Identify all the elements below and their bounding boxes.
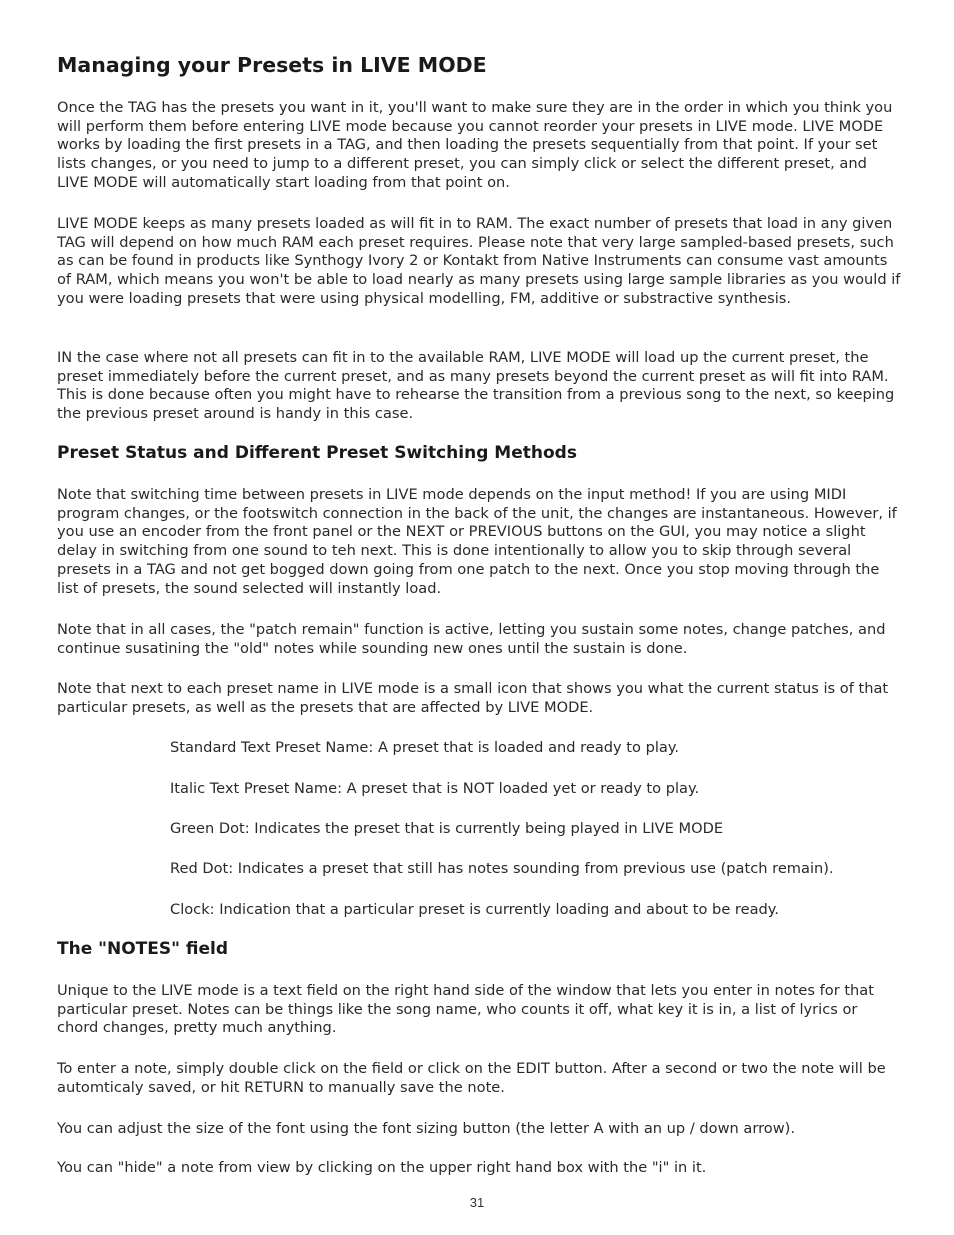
section3-paragraph-1: Unique to the LIVE mode is a text field on the right hand side of the window that lets you enter in notes for that particular preset. Notes can be things like the song name, who counts it off, what key it is in, a list of lyrics or chord changes, pretty much anything.	[57, 982, 874, 1037]
page-number: 31	[469, 1195, 485, 1210]
status-item-italic-text: Italic Text Preset Name: A preset that is NOT loaded yet or ready to play.	[170, 780, 700, 797]
section3-paragraph-2: To enter a note, simply double click on the field or click on the EDIT button. After a second or two the note will be automticaly saved, or hit RETURN to manually save the note.	[57, 1060, 886, 1096]
status-item-red-dot: Red Dot: Indicates a preset that still has notes sounding from previous use (patch remain).	[170, 860, 834, 877]
section2-paragraph-2: Note that in all cases, the "patch remain" function is active, letting you sustain some notes, change patches, and continue susatining the "old" notes while sounding new ones until the sustain is done.	[57, 621, 886, 657]
section2-paragraph-3: Note that next to each preset name in LIVE mode is a small icon that shows you what the current status is of that particular presets, as well as the presets that are affected by LIVE MODE.	[57, 680, 889, 716]
section-heading-preset-status: Preset Status and Different Preset Switching Methods	[57, 443, 577, 463]
page-title: Managing your Presets in LIVE MODE	[57, 53, 487, 77]
intro-paragraph-1: Once the TAG has the presets you want in it, you'll want to make sure they are in the order in which you think you will perform them before entering LIVE mode because you cannot reorder your presets in LIVE mode. LIVE MODE works by loading the first presets in a TAG, and then loading the presets sequentially from that point. If your set lists changes, or you need to jump to a different preset, you can simply click or select the different preset, and LIVE MODE will automatically start loading from that point on.	[57, 99, 893, 191]
section3-paragraph-4: You can "hide" a note from view by clicking on the upper right hand box with the "i" in it.	[57, 1159, 707, 1176]
intro-paragraph-3: IN the case where not all presets can fit in to the available RAM, LIVE MODE will load up the current preset, the preset immediately before the current preset, and as many presets beyond the current preset as will fit into RAM. This is done because often you might have to rehearse the transition from a previous song to the next, so keeping the previous preset around is handy in this case.	[57, 349, 895, 423]
section2-paragraph-1: Note that switching time between presets in LIVE mode depends on the input method! If you are using MIDI program changes, or the footswitch connection in the back of the unit, the changes are instantaneous. However, if you use an encoder from the front panel or the NEXT or PREVIOUS buttons on the GUI, you may notice a slight delay in switching from one sound to teh next. This is done intentionally to allow you to skip through several presets in a TAG and not get bogged down going from one patch to the next. Once you stop moving through the list of presets, the sound selected will instantly load.	[57, 486, 897, 597]
intro-paragraph-2: LIVE MODE keeps as many presets loaded as will fit in to RAM. The exact number of presets that load in any given TAG will depend on how much RAM each preset requires. Please note that very large sampled-based presets, such as can be found in products like Synthogy Ivory 2 or Kontakt from Native Instruments can consume vast amounts of RAM, which means you won't be able to load nearly as many presets using large sample libraries as you would if you were loading presets that were using physical modelling, FM, additive or substractive synthesis.	[57, 215, 901, 307]
status-item-standard-text: Standard Text Preset Name: A preset that is loaded and ready to play.	[170, 739, 680, 756]
section-heading-notes-field: The "NOTES" field	[57, 939, 229, 959]
section3-paragraph-3: You can adjust the size of the font using the font sizing button (the letter A with an up / down arrow).	[57, 1120, 795, 1137]
status-item-clock: Clock: Indication that a particular preset is currently loading and about to be ready.	[170, 901, 779, 918]
status-item-green-dot: Green Dot: Indicates the preset that is currently being played in LIVE MODE	[170, 820, 724, 837]
